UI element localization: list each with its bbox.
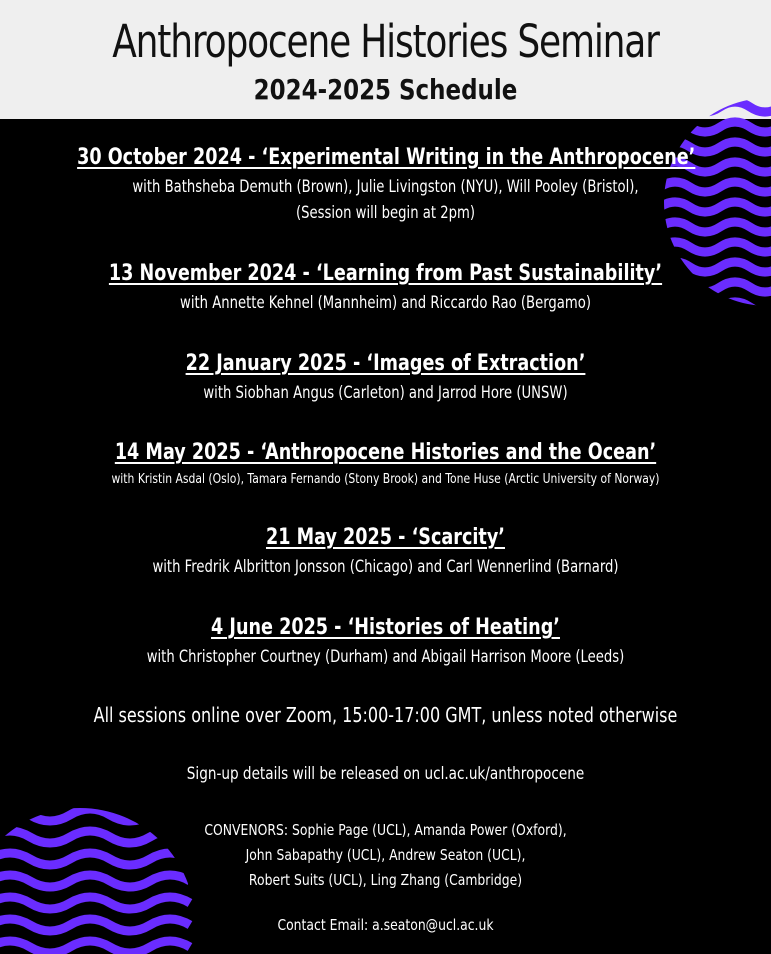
session-speakers: with Bathsheba Demuth (Brown), Julie Livingston (NYU), Will Pooley (Bristol), [132, 177, 639, 196]
session-heading: 14 May 2025 - ‘Anthropocene Histories and the Ocean’ [114, 440, 657, 465]
session-speakers: with Kristin Asdal (Oslo), Tamara Fernando (Stony Brook) and Tone Huse (Arctic University of Norway) [111, 471, 660, 487]
convenors-line: CONVENORS: Sophie Page (UCL), Amanda Power (Oxford), [204, 821, 567, 839]
session-heading: 13 November 2024 - ‘Learning from Past Sustainability’ [108, 261, 663, 286]
session-heading: 22 January 2025 - ‘Images of Extraction’ [185, 351, 586, 376]
contact-email: Contact Email: a.seaton@ucl.ac.uk [277, 916, 494, 934]
session-note: (Session will begin at 2pm) [295, 203, 476, 222]
session-heading: 30 October 2024 - ‘Experimental Writing in the Anthropocene’ [77, 145, 696, 170]
convenors-line: Robert Suits (UCL), Ling Zhang (Cambridge) [248, 871, 523, 889]
session-speakers: with Christopher Courtney (Durham) and Abigail Harrison Moore (Leeds) [146, 647, 625, 666]
header-banner [0, 0, 771, 119]
signup-note: Sign-up details will be released on ucl.ac.uk/anthropocene [186, 764, 585, 784]
session-speakers: with Annette Kehnel (Mannheim) and Riccardo Rao (Bergamo) [180, 293, 591, 312]
page-title: Anthropocene Histories Seminar [112, 15, 659, 68]
convenors-line: John Sabapathy (UCL), Andrew Seaton (UCL), [245, 846, 526, 864]
page-subtitle: 2024-2025 Schedule [253, 73, 518, 106]
session-speakers: with Siobhan Angus (Carleton) and Jarrod Hore (UNSW) [203, 383, 568, 402]
session-heading: 21 May 2025 - ‘Scarcity’ [265, 525, 505, 550]
session-heading: 4 June 2025 - ‘Histories of Heating’ [211, 615, 560, 640]
online-note: All sessions online over Zoom, 15:00-17:00 GMT, unless noted otherwise [93, 703, 678, 727]
session-speakers: with Fredrik Albritton Jonsson (Chicago) and Carl Wennerlind (Barnard) [152, 557, 619, 576]
